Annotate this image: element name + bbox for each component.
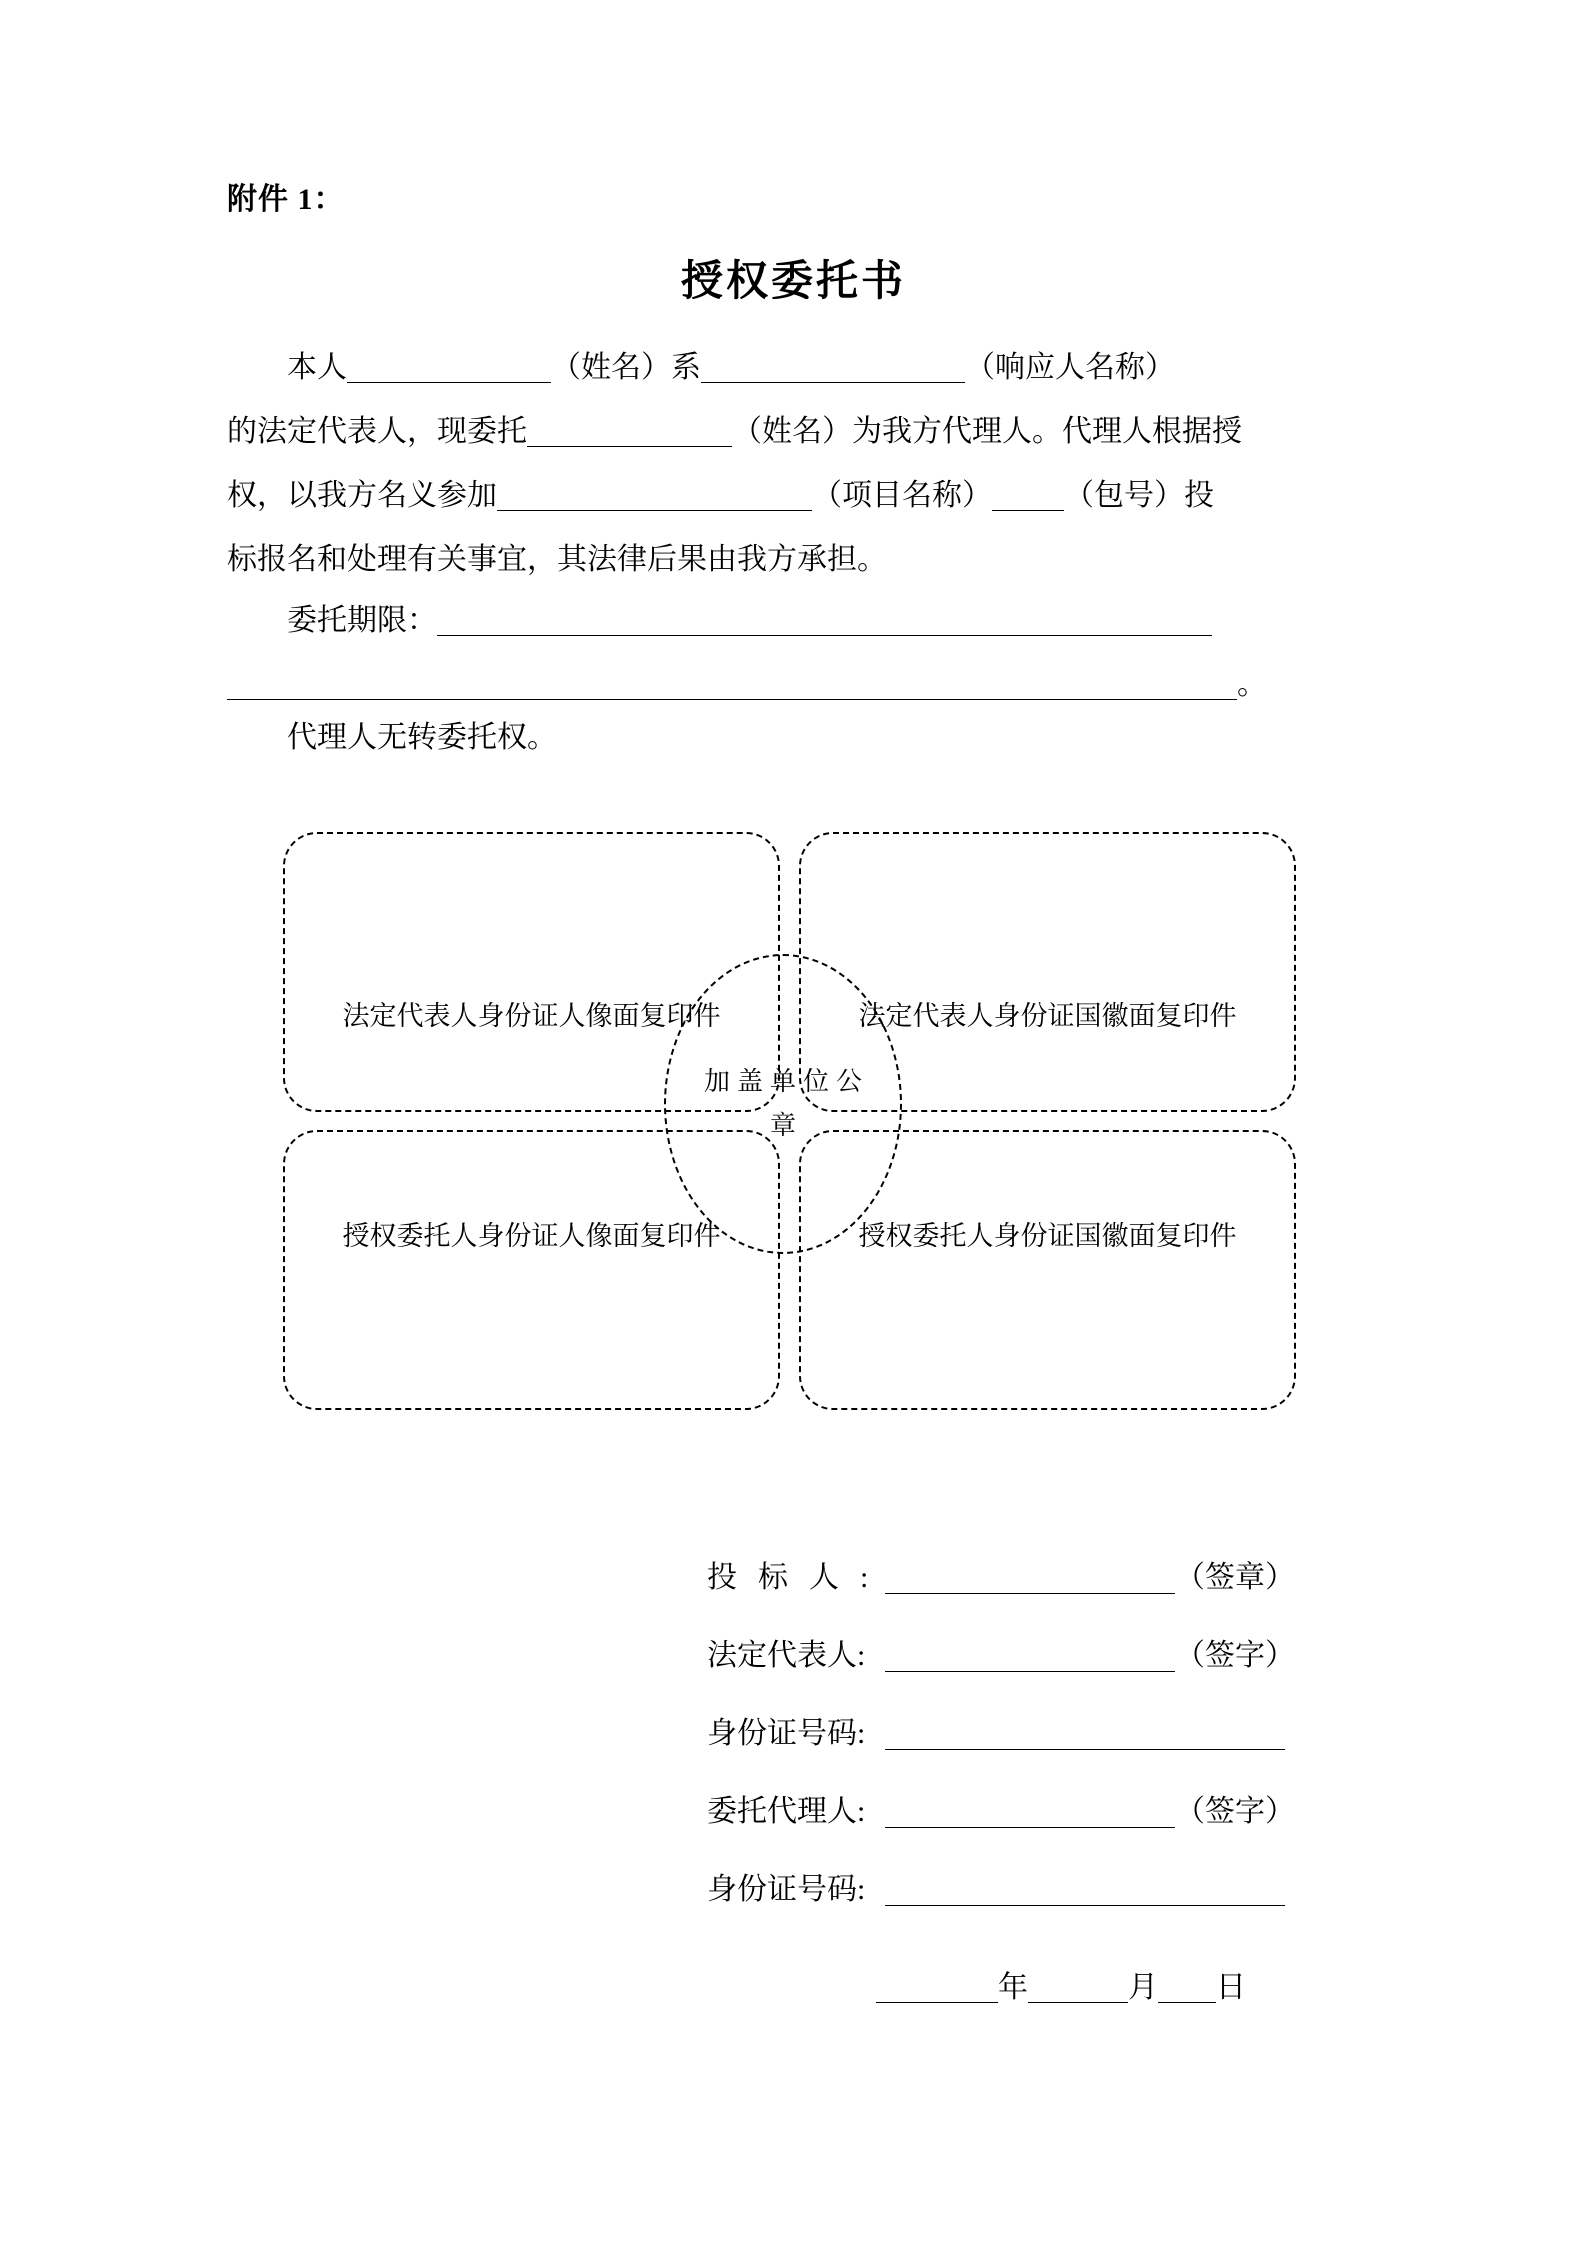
card-slot-legal-rep-portrait-label: 法定代表人身份证人像面复印件 <box>342 1001 721 1031</box>
date-year-blank[interactable] <box>876 1974 998 2003</box>
signature-row-bidder <box>707 1552 1295 1630</box>
agent-id-blank[interactable] <box>885 1875 1285 1906</box>
body-paragraph <box>227 336 1360 592</box>
signature-row-agent <box>707 1786 1295 1864</box>
no-subdelegation-note: 代理人无转委托权。 <box>287 721 557 754</box>
bidder-suffix: （签章） <box>1175 1561 1295 1594</box>
body-line-2-text-b: （姓名）为我方代理人。代理人根据授 <box>732 415 1242 448</box>
body-line-1-text-c: （响应人名称） <box>965 351 1175 384</box>
applicant-name-blank[interactable] <box>347 356 551 383</box>
legal-rep-id-label: 身份证号码: <box>707 1717 866 1750</box>
delegation-term-blank-1[interactable] <box>437 607 1212 636</box>
card-slot-agent-portrait-label: 授权委托人身份证人像面复印件 <box>342 1221 721 1251</box>
agent-signature-blank[interactable] <box>885 1797 1175 1828</box>
body-line-2 <box>227 400 1360 464</box>
bidder-label: 投标人: <box>707 1561 890 1594</box>
body-line-3-text-c: （包号）投 <box>1064 479 1214 512</box>
body-line-4: 标报名和处理有关事宜，其法律后果由我方承担。 <box>227 543 887 576</box>
date-day-label: 日 <box>1216 1971 1246 2004</box>
card-slot-legal-rep-emblem-label: 法定代表人身份证国徽面复印件 <box>858 1001 1237 1031</box>
date-day-blank[interactable] <box>1158 1974 1216 2003</box>
company-seal-text <box>676 1060 891 1148</box>
body-line-1-text-a: 本人 <box>287 351 347 384</box>
delegation-term-row-1 <box>227 595 1360 659</box>
date-month-label: 月 <box>1128 1971 1158 2004</box>
company-seal-text-line-1: 加盖单位公 <box>703 1067 869 1096</box>
body-line-3-text-a: 权，以我方名义参加 <box>227 479 497 512</box>
body-line-2-text-a: 的法定代表人，现委托 <box>227 415 527 448</box>
legal-rep-label: 法定代表人: <box>707 1639 866 1672</box>
body-line-1-text-b: （姓名）系 <box>551 351 701 384</box>
agent-suffix: （签字） <box>1175 1795 1295 1828</box>
date-year-label: 年 <box>998 1971 1028 2004</box>
legal-rep-suffix: （签字） <box>1175 1639 1295 1672</box>
legal-rep-id-blank[interactable] <box>885 1719 1285 1750</box>
bidder-signature-blank[interactable] <box>885 1563 1175 1594</box>
id-card-placeholder-area <box>283 832 1296 1422</box>
card-slot-agent-emblem-label: 授权委托人身份证国徽面复印件 <box>858 1221 1237 1251</box>
signature-row-agent-id <box>707 1864 1295 1942</box>
body-line-3 <box>227 464 1360 528</box>
body-line-1 <box>227 336 1360 400</box>
agent-label: 委托代理人: <box>707 1795 866 1828</box>
body-line-3-text-b: （项目名称） <box>812 479 992 512</box>
date-month-blank[interactable] <box>1028 1974 1128 2003</box>
signature-row-legal-rep-id <box>707 1708 1295 1786</box>
delegation-term-punctuation: 。 <box>1237 668 1267 701</box>
responder-name-blank[interactable] <box>701 356 965 383</box>
signature-row-legal-rep <box>707 1630 1295 1708</box>
signature-block <box>707 1552 1295 1942</box>
company-seal-text-line-2: 章 <box>769 1111 796 1140</box>
date-line <box>876 1962 1246 2006</box>
delegation-term-label: 委托期限： <box>287 604 437 637</box>
legal-rep-signature-blank[interactable] <box>885 1641 1175 1672</box>
project-name-blank[interactable] <box>497 484 812 511</box>
attachment-label: 附件 1： <box>227 183 345 216</box>
delegation-term-blank-2[interactable] <box>227 671 1237 700</box>
company-seal-placeholder[interactable] <box>664 954 902 1254</box>
page-title: 授权委托书 <box>680 259 906 305</box>
lot-number-blank[interactable] <box>992 484 1064 511</box>
agent-name-blank[interactable] <box>527 420 732 447</box>
agent-id-label: 身份证号码: <box>707 1873 866 1906</box>
delegation-term-block <box>227 595 1360 723</box>
